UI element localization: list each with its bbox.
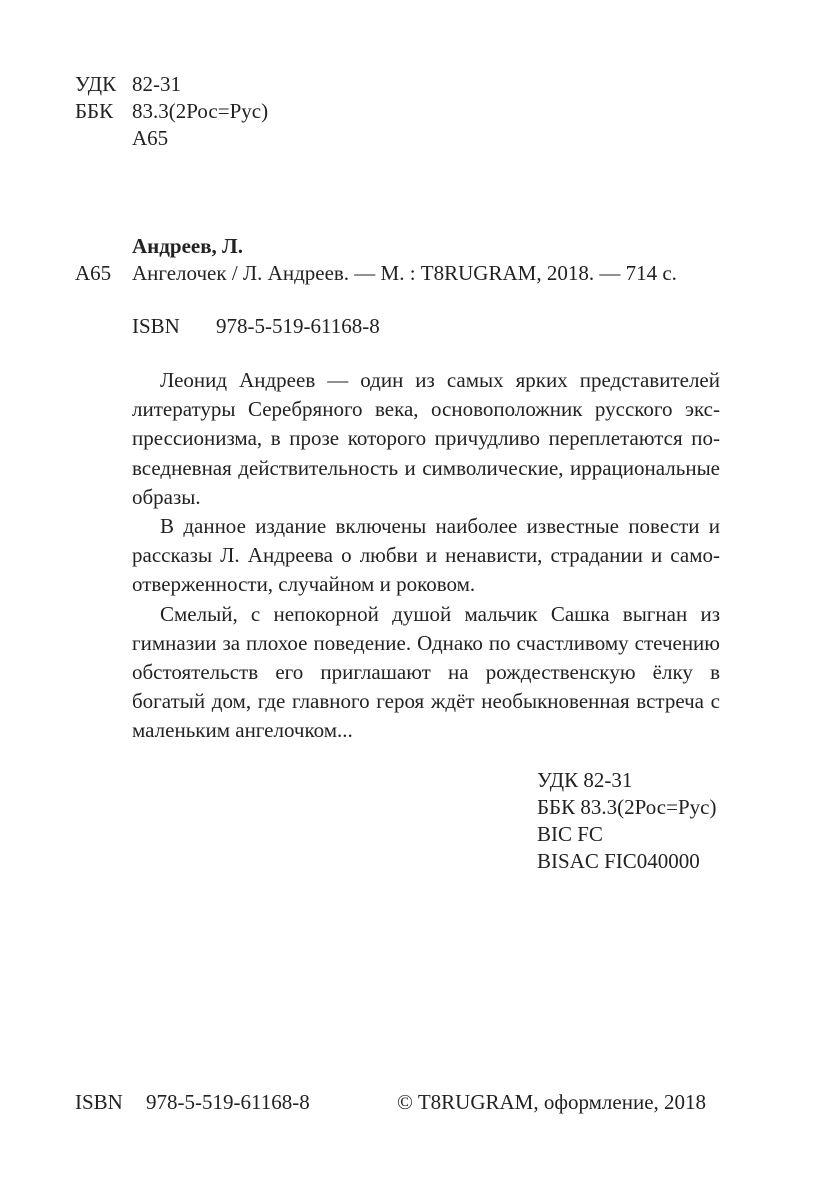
card-isbn-value: 978-5-519-61168-8	[216, 314, 380, 338]
bbk-label: ББК	[75, 99, 114, 123]
annotation-paragraph: В данное издание включены наиболее известные повести и рассказы Л. Андреева о любви и ненависти, страдании и самоотверженности, случайном и роковом.	[132, 514, 720, 597]
right-bic: BIC FC	[537, 822, 603, 846]
annotation-paragraph: Леонид Андреев — один из самых ярких представителей литературы Серебряного века, основоположник русского экспрессионизма, в прозе которого причудливо переплетаются повседневная действительность и символические, иррациональные образы.	[132, 368, 720, 509]
right-bisac: BISAC FIC040000	[537, 849, 700, 873]
udk-value: 82-31	[132, 72, 181, 96]
bbk-value: 83.3(2Рос=Рус)	[132, 99, 269, 123]
author-sign-code: А65	[75, 261, 112, 285]
annotation	[132, 366, 720, 746]
bottom-isbn-label: ISBN	[75, 1090, 123, 1114]
bottom-isbn-value: 978-5-519-61168-8	[146, 1090, 310, 1114]
card-isbn-label: ISBN	[132, 314, 180, 338]
copyright-notice: © T8RUGRAM, оформление, 2018	[397, 1090, 707, 1114]
udk-label: УДК	[75, 72, 117, 96]
bibliographic-title-line: Ангелочек / Л. Андреев. — М. : T8RUGRAM, 2018. — 714 с.	[132, 261, 677, 285]
right-bbk: ББК 83.3(2Рос=Рус)	[537, 795, 717, 819]
author-name: Андреев, Л.	[132, 234, 243, 258]
annotation-paragraph: Смелый, с непокорной душой мальчик Сашка выгнан из гимназии за плохое поведение. Однако по счастливому стечению обстоятельств его приглашают на рождественскую ёлку в богатый дом, где главного героя ждёт необыкновенная встреча с маленьким ангелочком...	[132, 601, 720, 743]
right-udk: УДК 82-31	[537, 768, 633, 792]
author-sign: А65	[132, 126, 169, 150]
